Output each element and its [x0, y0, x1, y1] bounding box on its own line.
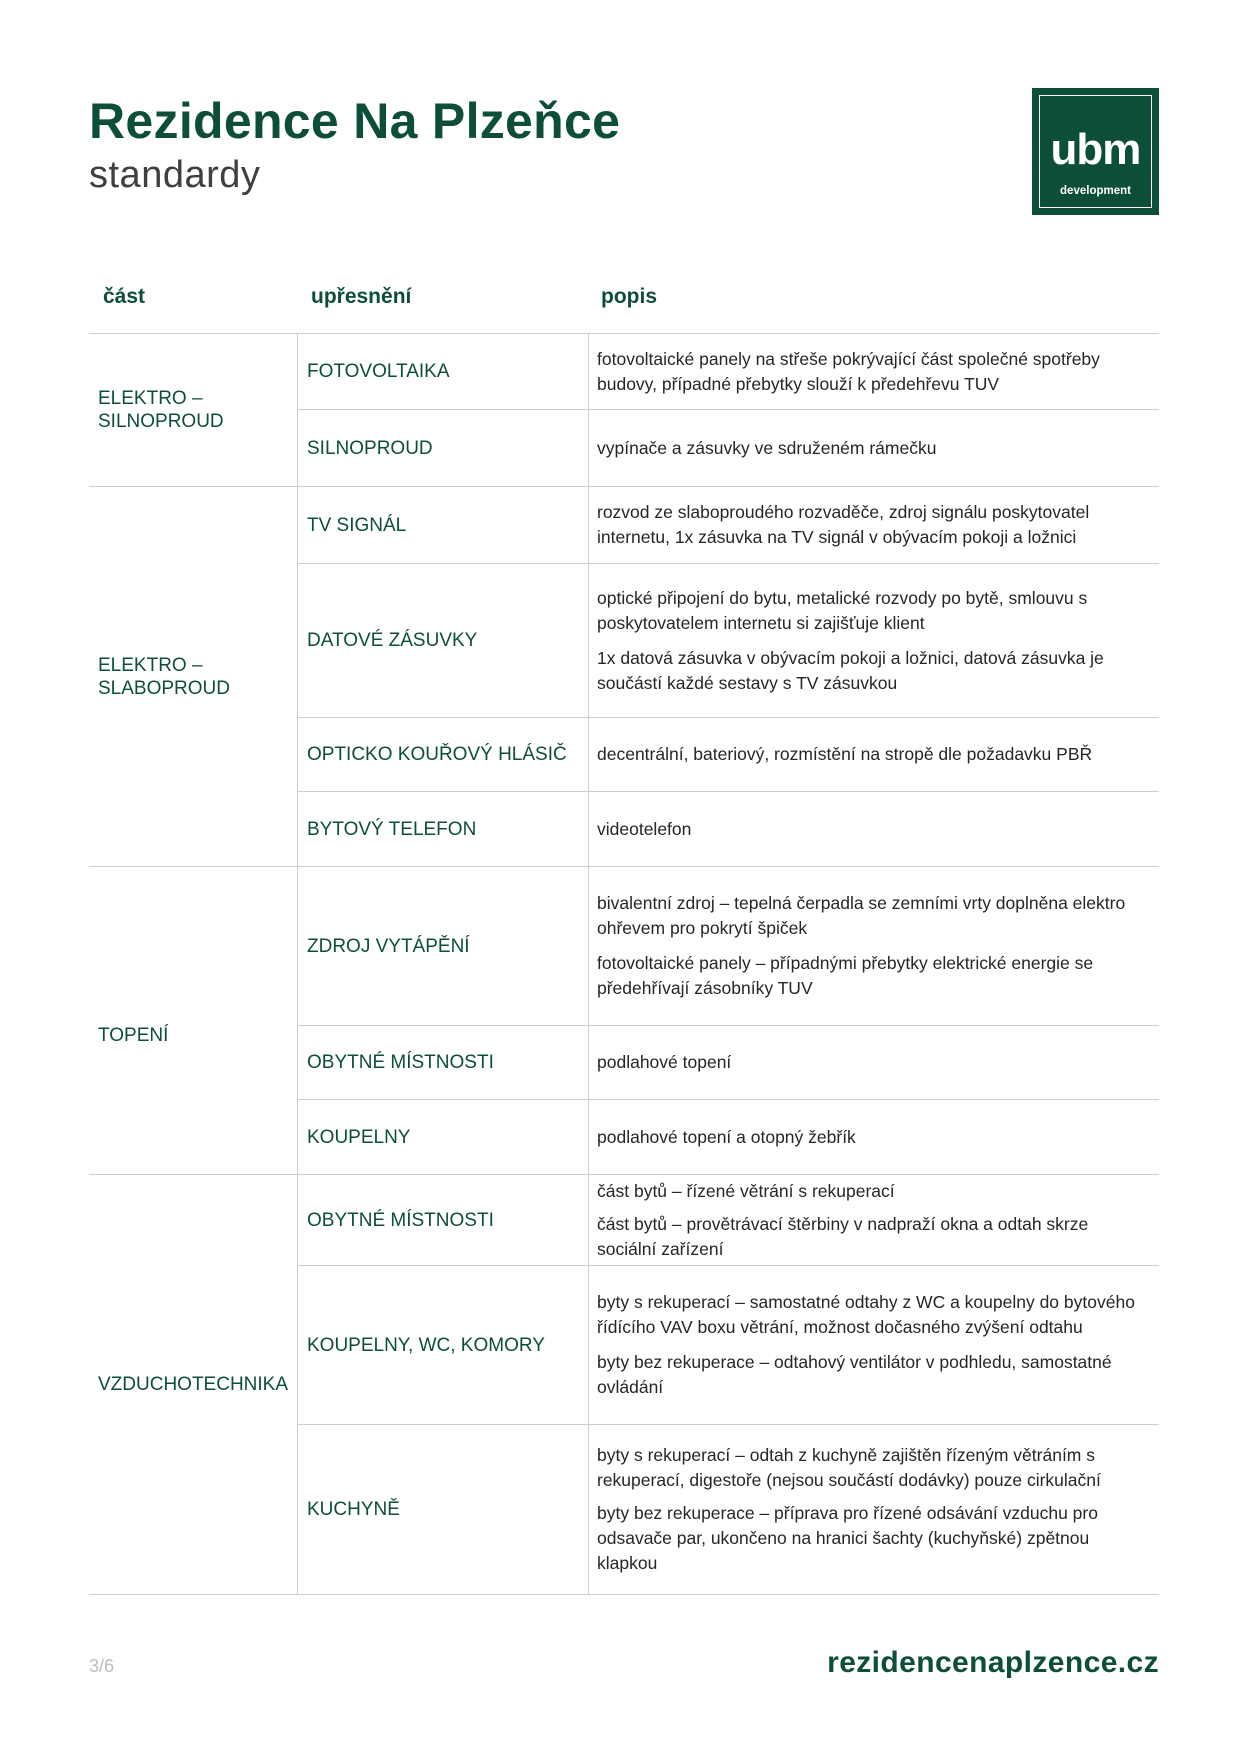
row-description	[589, 564, 1159, 717]
table-row	[298, 718, 1159, 792]
row-description	[589, 718, 1159, 791]
row-description	[589, 1026, 1159, 1099]
group-label: TOPENÍ	[89, 867, 298, 1174]
description-paragraph: fotovoltaické panely – případnými přebytky elektrické energie se předehřívají zásobníky TUV	[597, 953, 1094, 998]
description-paragraph: část bytů – provětrávací štěrbiny v nadpraží okna a odtah skrze sociální zařízení	[597, 1213, 1089, 1259]
table-row	[298, 410, 1159, 486]
table-row	[298, 334, 1159, 410]
description-paragraph: byty s rekuperací – samostatné odtahy z WC a koupelny do bytového řídícího VAV boxu větrání, možnost dočasného zvýšení odtahu	[597, 1292, 1135, 1337]
description-paragraph: decentrální, bateriový, rozmístění na stropě dle požadavku PBŘ	[597, 744, 1093, 764]
logo-subtext: development	[1060, 185, 1131, 197]
row-label: OPTICKO KOUŘOVÝ HLÁSIČ	[298, 718, 589, 791]
row-description	[589, 1425, 1159, 1594]
row-description	[589, 334, 1159, 409]
column-header-popis: popis	[601, 285, 657, 308]
row-description	[589, 1175, 1159, 1265]
row-label: OBYTNÉ MÍSTNOSTI	[298, 1175, 589, 1265]
row-label: KUCHYNĚ	[298, 1425, 589, 1594]
description-paragraph: optické připojení do bytu, metalické rozvody po bytě, smlouvu s poskytovatelem internetu si zajišťuje klient	[597, 587, 1088, 633]
table-header	[89, 261, 1159, 334]
description-paragraph: fotovoltaické panely na střeše pokrývající část společné spotřeby budovy, případné přebytky slouží k předehřevu TUV	[597, 348, 1100, 394]
row-label: KOUPELNY	[298, 1100, 589, 1174]
table-row	[298, 487, 1159, 564]
logo-wordmark: ubm	[1050, 125, 1141, 174]
table-group	[89, 867, 1159, 1175]
table-group	[89, 334, 1159, 487]
row-description	[589, 1100, 1159, 1174]
description-paragraph: videotelefon	[597, 818, 692, 839]
page-number: 3/6	[89, 1656, 115, 1676]
description-paragraph: vypínače a zásuvky ve sdruženém rámečku	[597, 437, 937, 458]
table-row	[298, 792, 1159, 866]
row-label: FOTOVOLTAIKA	[298, 334, 589, 409]
row-description	[589, 1266, 1159, 1424]
table-group	[89, 1175, 1159, 1595]
description-paragraph: byty bez rekuperace – příprava pro řízené odsávání vzduchu pro odsavače par, ukončeno na hranici šachty (kuchyňské) zpětnou klapkou	[597, 1503, 1098, 1573]
row-description	[589, 487, 1159, 563]
table-row	[298, 1266, 1159, 1425]
ubm-logo	[1032, 88, 1159, 215]
page-subtitle: standardy	[89, 154, 261, 196]
row-description	[589, 410, 1159, 486]
row-label: TV SIGNÁL	[298, 487, 589, 563]
table-group	[89, 487, 1159, 867]
group-rows	[298, 487, 1159, 866]
group-label: ELEKTRO – SLABOPROUD	[89, 487, 298, 866]
description-paragraph: 1x datová zásuvka v obývacím pokoji a ložnici, datová zásuvka je součástí každé sestavy s TV zásuvkou	[597, 647, 1104, 693]
description-paragraph: část bytů – řízené větrání s rekuperací	[597, 1180, 895, 1201]
row-label: BYTOVÝ TELEFON	[298, 792, 589, 866]
description-paragraph: podlahové topení a otopný žebřík	[597, 1126, 856, 1147]
row-label: DATOVÉ ZÁSUVKY	[298, 564, 589, 717]
table-row	[298, 867, 1159, 1026]
row-label: OBYTNÉ MÍSTNOSTI	[298, 1026, 589, 1099]
group-rows	[298, 1175, 1159, 1594]
description-paragraph: byty s rekuperací – odtah z kuchyně zajištěn řízeným větráním s rekuperací, digestoře (nejsou součástí dodávky) pouze cirkulační	[597, 1445, 1101, 1490]
description-paragraph: byty bez rekuperace – odtahový ventilátor v podhledu, samostatné ovládání	[597, 1352, 1112, 1397]
row-description	[589, 867, 1159, 1025]
row-label: ZDROJ VYTÁPĚNÍ	[298, 867, 589, 1025]
table-row	[298, 564, 1159, 718]
group-label: ELEKTRO – SILNOPROUD	[89, 334, 298, 486]
column-header-upresneni: upřesnění	[311, 285, 412, 308]
row-description	[589, 792, 1159, 866]
group-label: VZDUCHOTECHNIKA	[89, 1175, 298, 1594]
website-link[interactable]: rezidencenaplzence.cz	[827, 1646, 1159, 1679]
row-label: SILNOPROUD	[298, 410, 589, 486]
table-row	[298, 1425, 1159, 1594]
table-row	[298, 1175, 1159, 1266]
description-paragraph: rozvod ze slaboproudého rozvaděče, zdroj signálu poskytovatel internetu, 1x zásuvka na TV signál v obývacím pokoji a ložnici	[597, 502, 1090, 547]
column-header-cast: část	[103, 285, 146, 308]
row-label: KOUPELNY, WC, KOMORY	[298, 1266, 589, 1424]
group-rows	[298, 334, 1159, 486]
standards-table	[89, 261, 1159, 1595]
description-paragraph: podlahové topení	[597, 1052, 732, 1072]
table-row	[298, 1026, 1159, 1100]
description-paragraph: bivalentní zdroj – tepelná čerpadla se zemními vrty doplněna elektro ohřevem pro pokrytí špiček	[597, 893, 1126, 938]
group-rows	[298, 867, 1159, 1174]
page-title: Rezidence Na Plzeňce	[89, 93, 621, 149]
table-row	[298, 1100, 1159, 1174]
